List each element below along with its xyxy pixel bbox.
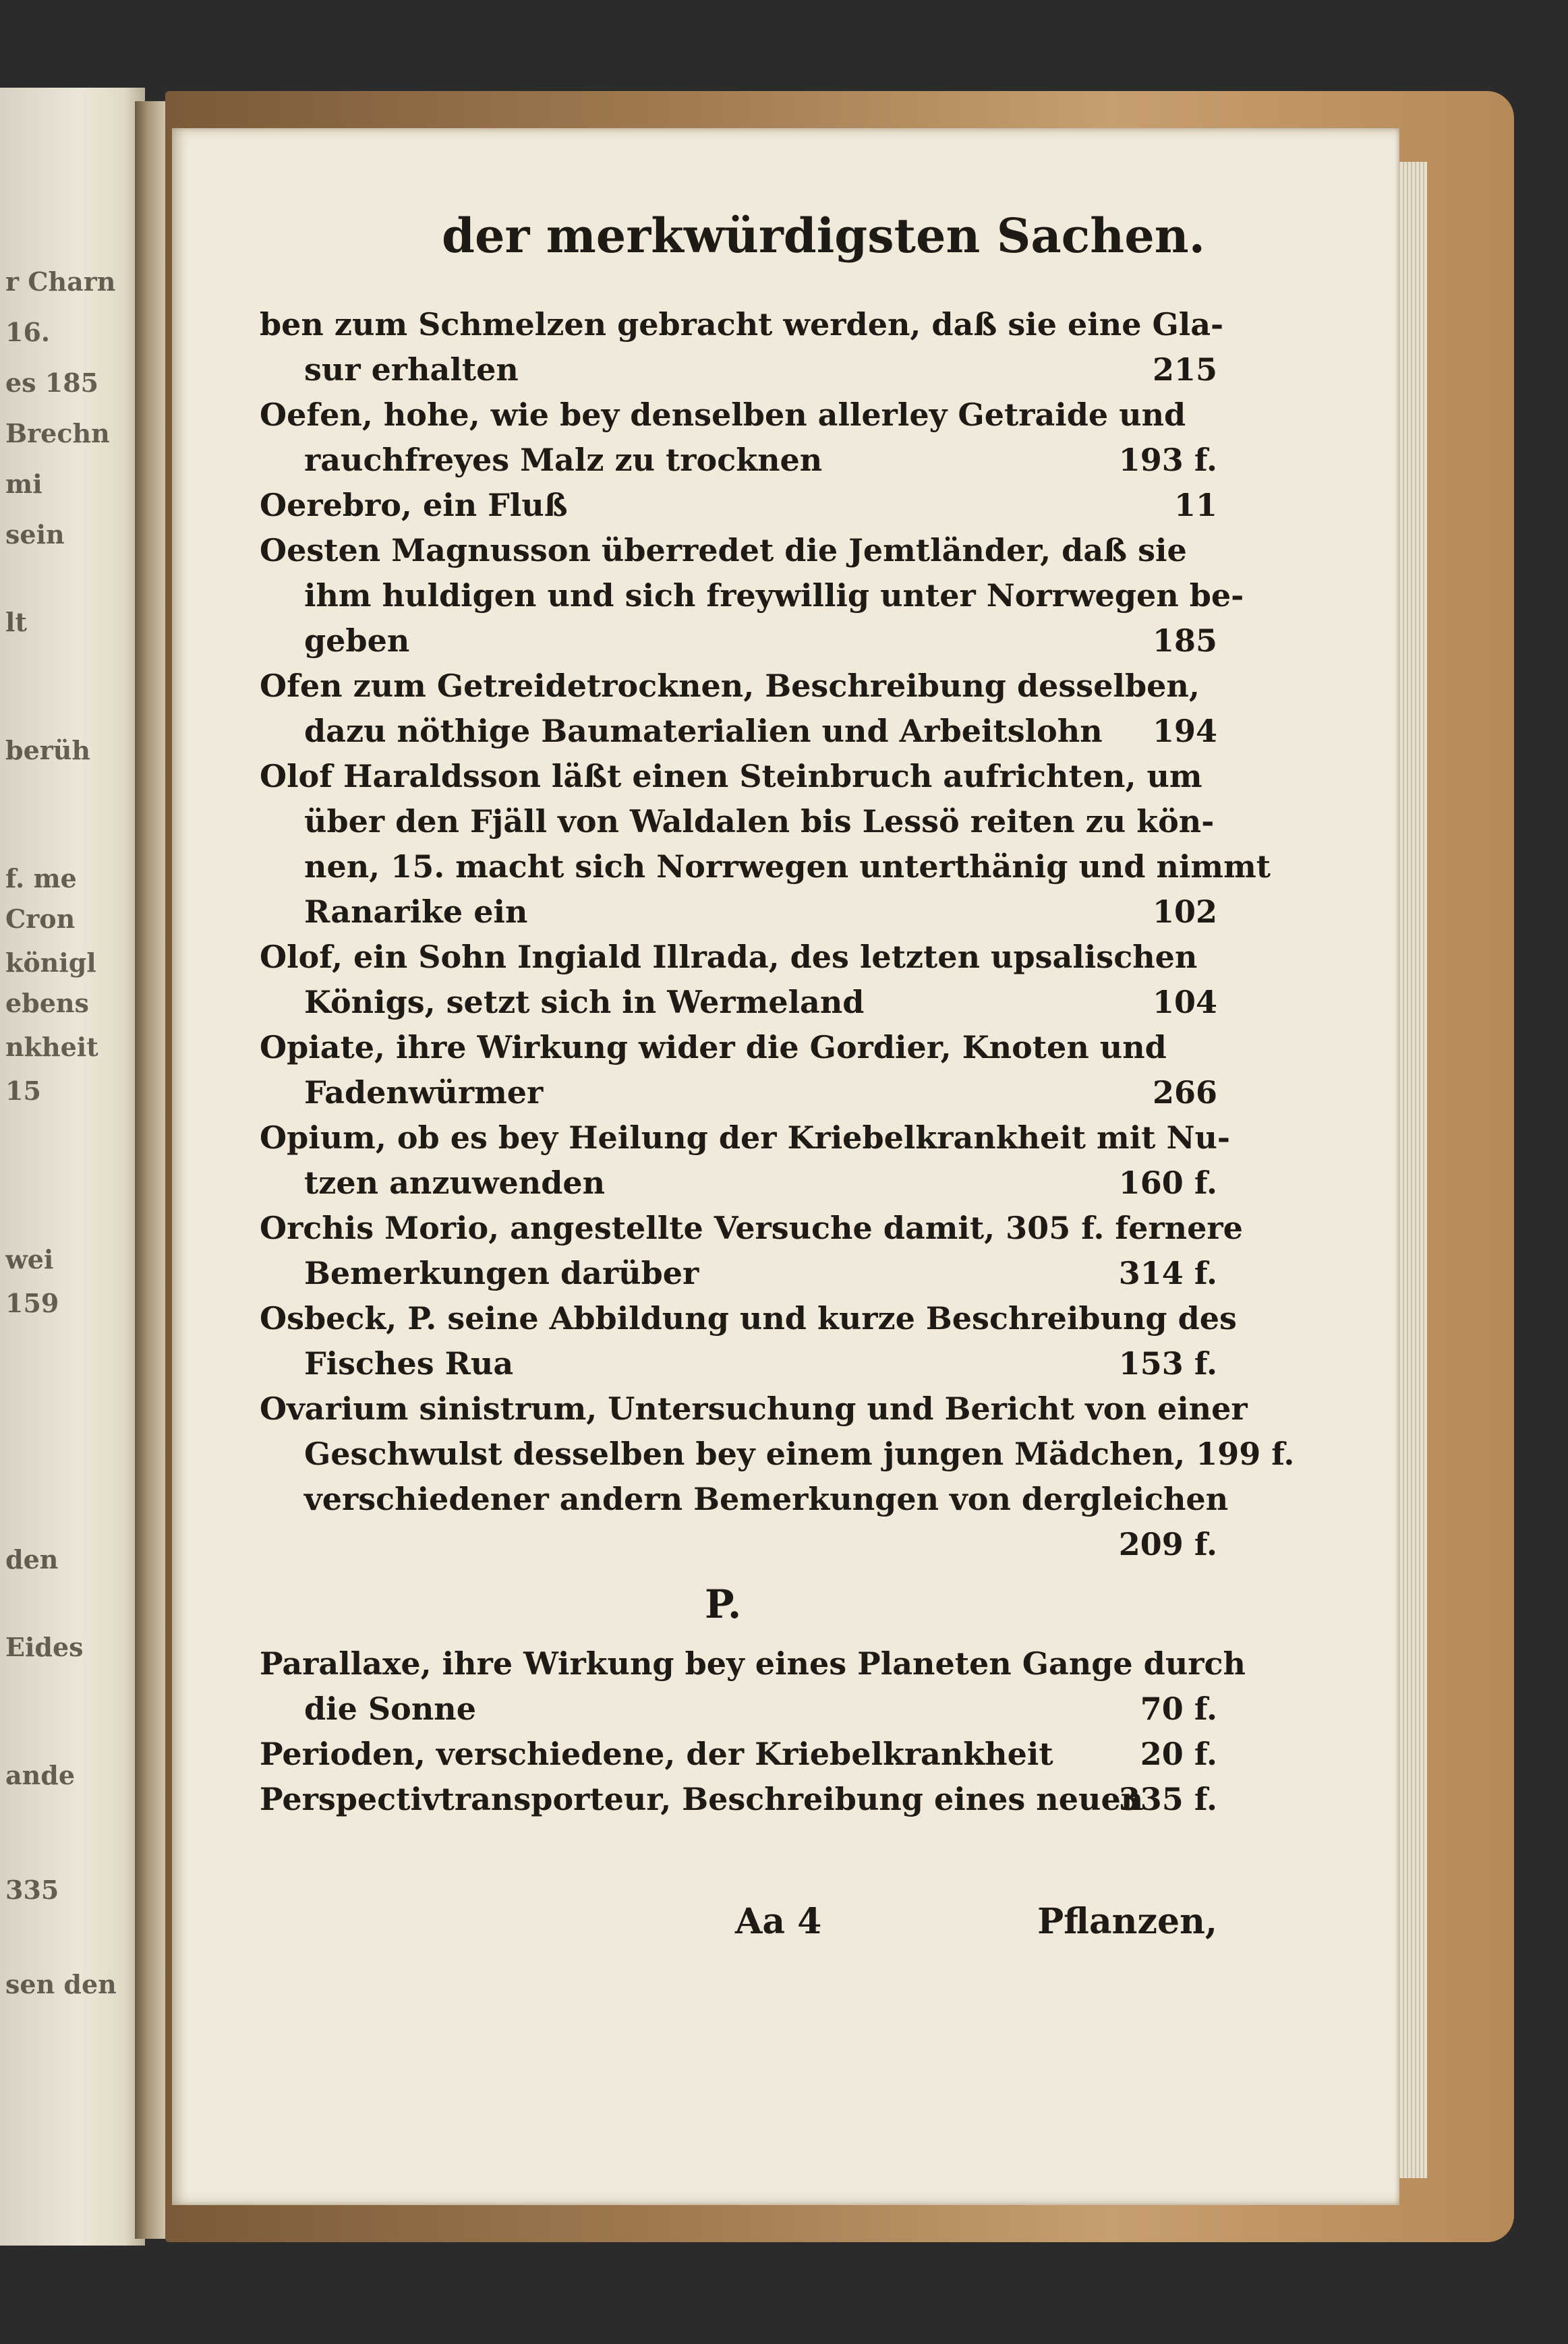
margin-fragment: königl bbox=[5, 947, 96, 978]
entry-text: Perioden, verschiedene, der Kriebelkrankheit bbox=[260, 1736, 1053, 1772]
entry-line bbox=[260, 483, 1217, 528]
entry-text: verschiedener andern Bemerkungen von dergleichen bbox=[304, 1481, 1229, 1517]
entry-text: Ofen zum Getreidetrocknen, Beschreibung desselben, bbox=[260, 668, 1200, 704]
entry-line bbox=[260, 392, 1217, 438]
margin-fragment: 16. bbox=[5, 317, 51, 347]
entry-text: über den Fjäll von Waldalen bis Lessö reiten zu kön- bbox=[304, 803, 1215, 840]
margin-fragment: 159 bbox=[5, 1288, 59, 1318]
entry-text: Perspectivtransporteur, Beschreibung eines neuen bbox=[260, 1781, 1144, 1817]
entry-text: sur erhalten bbox=[304, 351, 519, 388]
entry-line bbox=[260, 528, 1217, 573]
page-ref: 314 f. bbox=[1118, 1255, 1217, 1291]
margin-fragment: mi bbox=[5, 469, 42, 499]
entry-line bbox=[260, 1386, 1248, 1432]
margin-fragment: f. me bbox=[5, 863, 77, 893]
page-ref: 185 bbox=[1152, 622, 1217, 659]
index-entry bbox=[260, 1025, 1217, 1115]
index-entry bbox=[260, 1777, 1217, 1822]
index-entry bbox=[260, 664, 1217, 754]
entry-text: ihm huldigen und sich freywillig unter Norrwegen be- bbox=[304, 577, 1244, 614]
entry-text: die Sonne bbox=[304, 1691, 476, 1727]
margin-fragment: lt bbox=[5, 607, 27, 637]
margin-fragment: 15 bbox=[5, 1076, 41, 1106]
margin-fragment: r Charn bbox=[5, 266, 116, 297]
page-ref: 160 f. bbox=[1118, 1165, 1217, 1201]
margin-fragment: sen den bbox=[5, 1969, 117, 1999]
page-edges bbox=[1396, 162, 1427, 2178]
margin-fragment: es 185 bbox=[5, 368, 99, 398]
entry-line bbox=[260, 709, 1217, 754]
index-entry bbox=[260, 1206, 1243, 1296]
entry-line bbox=[260, 1687, 1217, 1732]
book-spine bbox=[135, 101, 169, 2239]
margin-fragment: sein bbox=[5, 519, 65, 550]
entry-line bbox=[260, 754, 1217, 799]
entry-text: Oerebro, ein Fluß bbox=[260, 487, 568, 523]
entry-line bbox=[260, 980, 1217, 1025]
entry-text: Königs, setzt sich in Wermeland bbox=[304, 984, 865, 1020]
margin-fragment: nkheit bbox=[5, 1032, 98, 1062]
entry-line bbox=[260, 1732, 1217, 1777]
margin-fragment: wei bbox=[5, 1244, 54, 1274]
index-entry bbox=[260, 528, 1244, 664]
index-entry bbox=[260, 754, 1271, 935]
page-ref: 104 bbox=[1152, 984, 1217, 1020]
entry-text: Geschwulst desselben bey einem jungen Mädchen, 199 f. bbox=[304, 1436, 1295, 1472]
entry-text: Ranarike ein bbox=[304, 893, 528, 930]
entry-text: geben bbox=[304, 622, 410, 659]
entry-line bbox=[260, 1477, 1229, 1522]
index-entry bbox=[260, 1641, 1246, 1732]
page-ref: 102 bbox=[1152, 893, 1217, 930]
index-entry bbox=[260, 483, 1217, 528]
page-ref: 20 f. bbox=[1140, 1736, 1217, 1772]
margin-fragment: 335 bbox=[5, 1875, 59, 1905]
entry-text: Opium, ob es bey Heilung der Kriebelkrankheit mit Nu- bbox=[260, 1119, 1231, 1156]
signature-mark: Aa 4 bbox=[735, 1901, 822, 1942]
margin-fragment: Eides bbox=[5, 1632, 84, 1662]
entry-text: Osbeck, P. seine Abbildung und kurze Beschreibung des bbox=[260, 1300, 1237, 1337]
entry-text: rauchfreyes Malz zu trocknen bbox=[304, 442, 823, 478]
margin-fragment: ebens bbox=[5, 988, 89, 1018]
section-letter: P. bbox=[705, 1581, 742, 1627]
entry-text: Bemerkungen darüber bbox=[304, 1255, 699, 1291]
entry-text: ben zum Schmelzen gebracht werden, daß sie eine Gla- bbox=[260, 306, 1224, 343]
margin-fragment: Cron bbox=[5, 904, 76, 934]
index-entry bbox=[260, 302, 1224, 392]
margin-fragment: Brechn bbox=[5, 418, 110, 448]
facing-page-edge bbox=[0, 88, 145, 2246]
entry-line bbox=[260, 1115, 1231, 1161]
entry-line bbox=[260, 889, 1217, 935]
page-ref: 11 bbox=[1173, 487, 1217, 523]
entry-line bbox=[260, 799, 1217, 844]
entry-text: dazu nöthige Baumaterialien und Arbeitslohn bbox=[304, 713, 1103, 749]
entry-line bbox=[260, 1161, 1217, 1206]
page-ref: 193 f. bbox=[1118, 442, 1217, 478]
page-ref: 215 bbox=[1152, 351, 1217, 388]
entry-line bbox=[260, 1251, 1217, 1296]
entry-text: Fadenwürmer bbox=[304, 1074, 544, 1111]
page-ref: 266 bbox=[1152, 1074, 1217, 1111]
entry-text: tzen anzuwenden bbox=[304, 1165, 606, 1201]
page-ref: 70 f. bbox=[1140, 1691, 1217, 1727]
page-ref: 335 f. bbox=[1118, 1781, 1217, 1817]
page-ref: 194 bbox=[1152, 713, 1217, 749]
page-ref: 153 f. bbox=[1118, 1345, 1217, 1382]
entry-line bbox=[260, 844, 1271, 889]
index-entry bbox=[260, 935, 1217, 1025]
catchword: Pflanzen, bbox=[1037, 1901, 1217, 1942]
entry-text: Opiate, ihre Wirkung wider die Gordier, Knoten und bbox=[260, 1029, 1167, 1065]
entry-line bbox=[260, 1206, 1243, 1251]
entry-text: nen, 15. macht sich Norrwegen unterthänig und nimmt bbox=[304, 848, 1271, 885]
index-entry bbox=[260, 1115, 1231, 1206]
entry-line bbox=[260, 1432, 1295, 1477]
entry-line bbox=[260, 1296, 1237, 1341]
index-entry bbox=[260, 1386, 1295, 1567]
margin-fragment: ande bbox=[5, 1760, 75, 1790]
page-ref: 209 f. bbox=[1118, 1526, 1217, 1562]
margin-fragment: berüh bbox=[5, 735, 91, 765]
entry-text: Ovarium sinistrum, Untersuchung und Bericht von einer bbox=[260, 1390, 1248, 1427]
entry-line bbox=[260, 573, 1244, 618]
entry-line bbox=[260, 438, 1217, 483]
entry-text: Olof, ein Sohn Ingiald Illrada, des letzten upsalischen bbox=[260, 939, 1198, 975]
entry-line bbox=[260, 1777, 1217, 1822]
entry-line bbox=[260, 1641, 1246, 1687]
entry-line bbox=[260, 1070, 1217, 1115]
entry-line bbox=[260, 302, 1224, 347]
entry-text: Orchis Morio, angestellte Versuche damit, 305 f. fernere bbox=[260, 1210, 1243, 1246]
entry-line bbox=[260, 347, 1217, 392]
entry-text: Oefen, hohe, wie bey denselben allerley Getraide und bbox=[260, 397, 1186, 433]
entry-text: Fisches Rua bbox=[304, 1345, 514, 1382]
entry-text: Olof Haraldsson läßt einen Steinbruch aufrichten, um bbox=[260, 758, 1202, 794]
entry-text: Oesten Magnusson überredet die Jemtländer, daß sie bbox=[260, 532, 1187, 568]
entry-text: Parallaxe, ihre Wirkung bey eines Planeten Gange durch bbox=[260, 1645, 1246, 1682]
entry-line bbox=[260, 618, 1217, 664]
index-entry bbox=[260, 1296, 1237, 1386]
entry-line bbox=[260, 1025, 1217, 1070]
entry-line bbox=[260, 664, 1217, 709]
entry-line bbox=[260, 1522, 1217, 1567]
running-head: der merkwürdigsten Sachen. bbox=[442, 208, 1205, 264]
entry-line bbox=[260, 935, 1217, 980]
entry-line bbox=[260, 1341, 1217, 1386]
index-entry bbox=[260, 1732, 1217, 1777]
index-entries bbox=[260, 302, 1295, 1822]
margin-fragment: den bbox=[5, 1544, 59, 1575]
index-entry bbox=[260, 392, 1217, 483]
